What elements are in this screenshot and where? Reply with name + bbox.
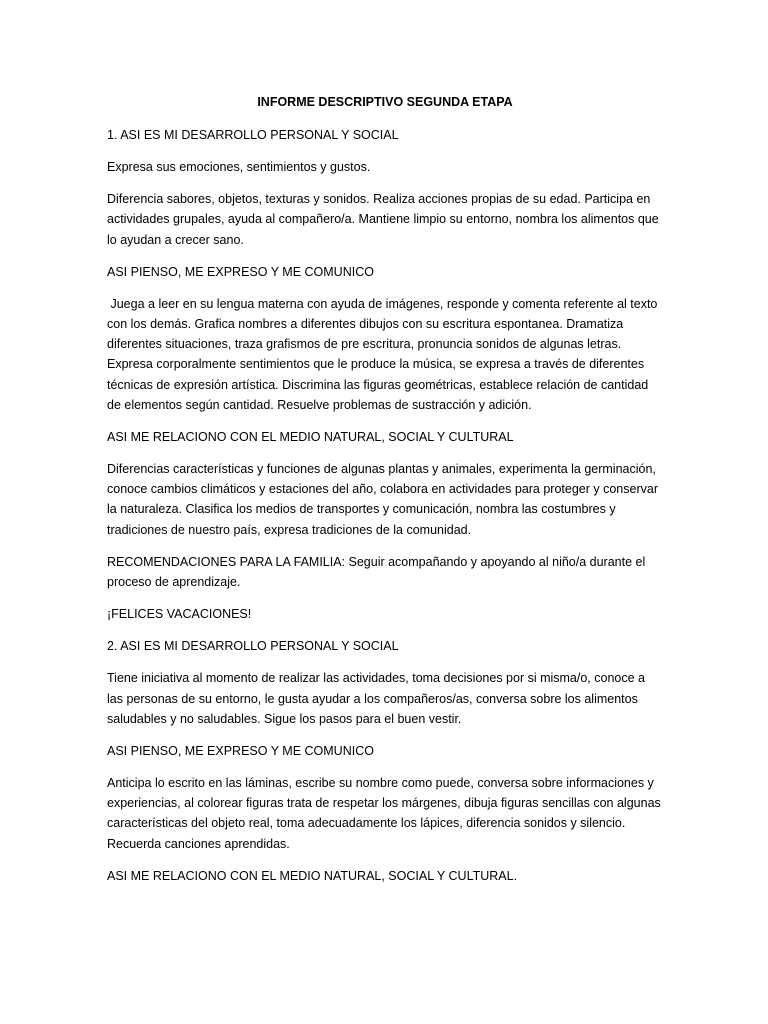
paragraph-felices-vacaciones: ¡FELICES VACACIONES!: [107, 607, 252, 622]
paragraph-emociones: Expresa sus emociones, sentimientos y gustos.: [107, 160, 371, 174]
paragraph-diferencias-caracteristicas: Diferencias características y funciones de algunas plantas y animales, experimenta la germinación, conoce cambios climáticos y estaciones del año, colabora en actividades para proteger y conservar la naturaleza. Clasifica los medios de transportes y comunicación, nombra las costumbres y tradiciones de nuestro país, expresa tradiciones de la comunidad.: [107, 462, 658, 537]
document-title: INFORME DESCRIPTIVO SEGUNDA ETAPA: [257, 95, 513, 109]
document-page: [107, 92, 663, 898]
section-heading-pienso-comunico-2: ASI PIENSO, ME EXPRESO Y ME COMUNICO: [107, 744, 374, 759]
paragraph-tiene-iniciativa: Tiene iniciativa al momento de realizar las actividades, toma decisiones por si misma/o, conoce a las personas de su entorno, le gusta ayudar a los compañeros/as, conversa sobre los alimentos saludables y no saludables. Sigue los pasos para el buen vestir.: [107, 671, 645, 726]
paragraph-juega-a-leer: Juega a leer en su lengua materna con ayuda de imágenes, responde y comenta referente al texto con los demás. Grafica nombres a diferentes dibujos con su escritura espontanea. Dramatiza diferentes situaciones, traza grafismos de pre escritura, pronuncia sonidos de algunas letras. Expresa corporalmente sentimientos que le produce la música, se expresa a través de diferentes técnicas de expresión artística. Discrimina las figuras geométricas, establece relación de cantidad de elementos según cantidad. Resuelve problemas de sustracción y adición.: [107, 296, 661, 412]
paragraph-recomendaciones-familia: RECOMENDACIONES PARA LA FAMILIA: Seguir acompañando y apoyando al niño/a durante el proceso de aprendizaje.: [107, 554, 646, 590]
section-heading-pienso-comunico-1: ASI PIENSO, ME EXPRESO Y ME COMUNICO: [107, 264, 374, 279]
section-heading-medio-natural-2: ASI ME RELACIONO CON EL MEDIO NATURAL, SOCIAL Y CULTURAL.: [107, 868, 518, 883]
section-heading-personal-social-2: 2. ASI ES MI DESARROLLO PERSONAL Y SOCIAL: [107, 639, 399, 654]
paragraph-diferencia-sabores: Diferencia sabores, objetos, texturas y sonidos. Realiza acciones propias de su edad. Participa en actividades grupales, ayuda al compañero/a. Mantiene limpio su entorno, nombra los alimentos que lo ayudan a crecer sano.: [107, 192, 659, 247]
paragraph-anticipa-lo-escrito: Anticipa lo escrito en las láminas, escribe su nombre como puede, conversa sobre informaciones y experiencias, al colorear figuras trata de respetar los márgenes, dibuja figuras sencillas con algunas características del objeto real, toma adecuadamente los lápices, diferencia sonidos y silencio. Recuerda canciones aprendidas.: [107, 776, 661, 851]
section-heading-personal-social-1: 1. ASI ES MI DESARROLLO PERSONAL Y SOCIAL: [107, 128, 399, 142]
section-heading-medio-natural-1: ASI ME RELACIONO CON EL MEDIO NATURAL, SOCIAL Y CULTURAL: [107, 430, 514, 445]
